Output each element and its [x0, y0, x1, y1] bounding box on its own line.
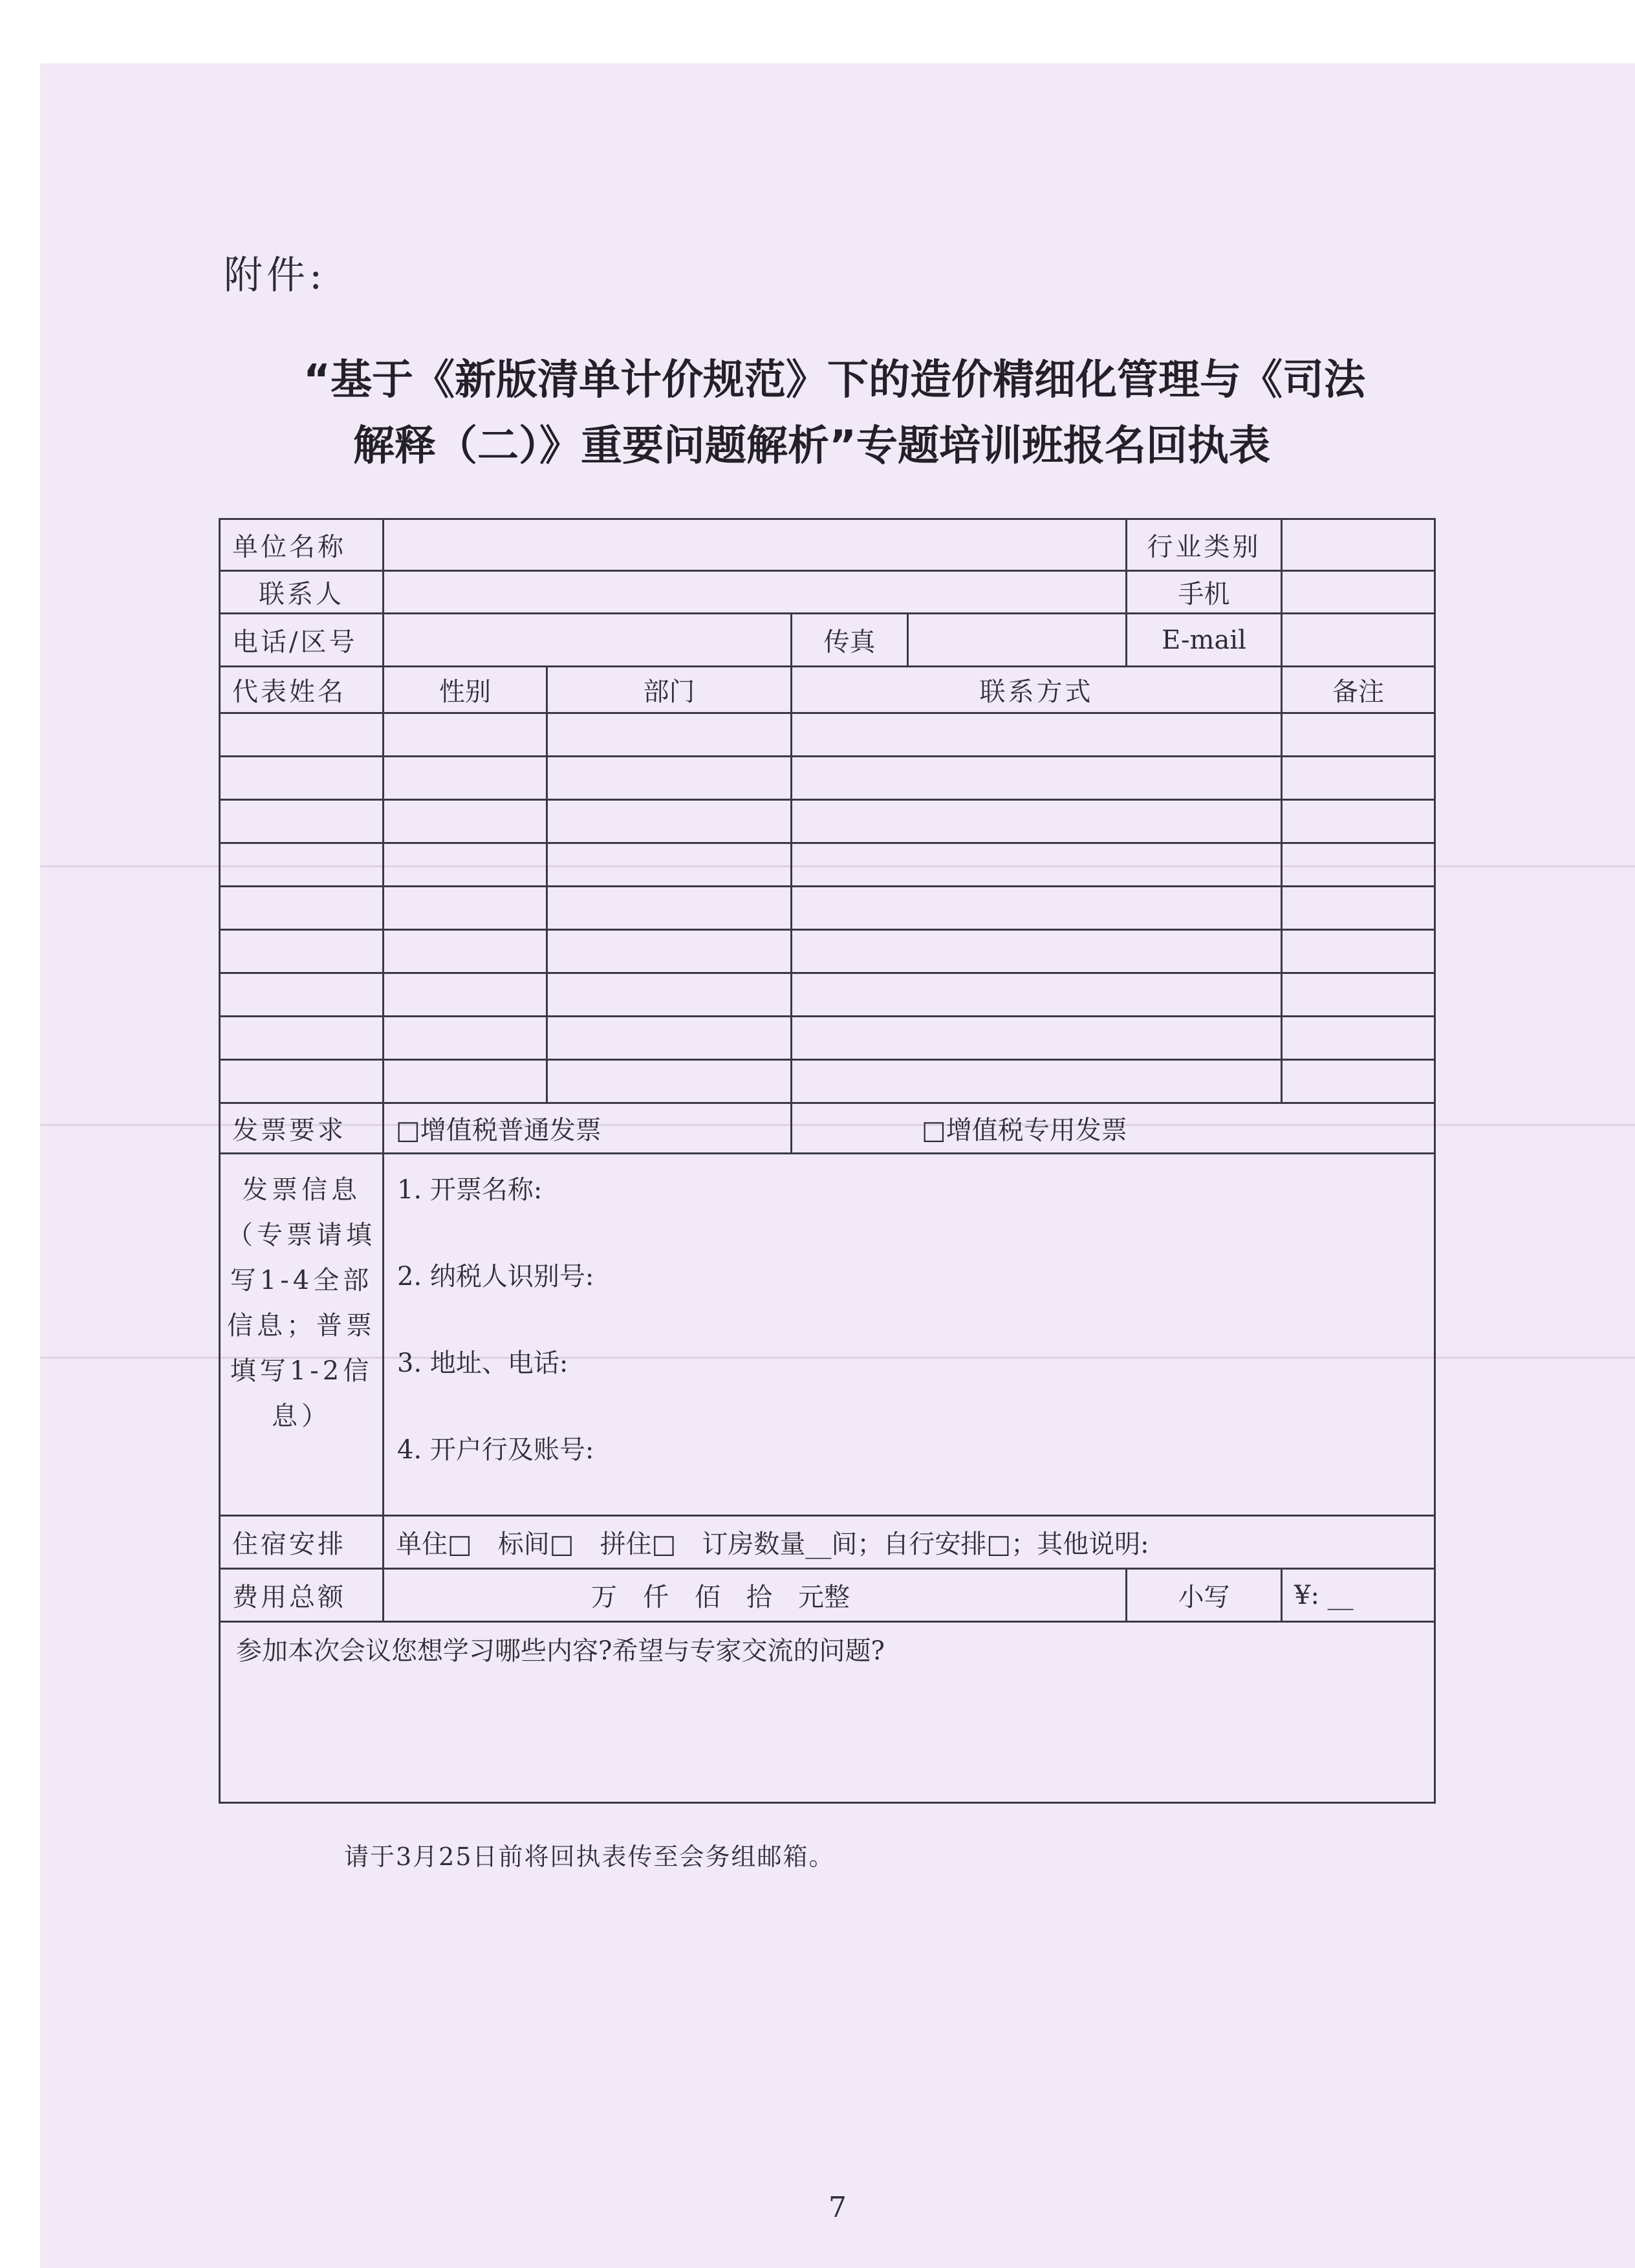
mobile-label: 手机: [1127, 571, 1282, 614]
phone-area-label: 电话/区号: [220, 614, 384, 667]
name-cell[interactable]: [220, 800, 384, 843]
gender-cell[interactable]: [384, 1017, 547, 1060]
table-row: [220, 843, 1435, 887]
contact-cell[interactable]: [792, 887, 1282, 930]
remarks-cell[interactable]: [1282, 973, 1435, 1017]
contact-cell[interactable]: [792, 1060, 1282, 1103]
gender-cell[interactable]: [384, 800, 547, 843]
department-cell[interactable]: [547, 757, 792, 800]
question-field[interactable]: 参加本次会议您想学习哪些内容?希望与专家交流的问题?: [220, 1622, 1435, 1803]
form-title-line-1: “基于《新版清单计价规范》下的造价精细化管理与《司法: [303, 356, 1366, 404]
gender-cell[interactable]: [384, 930, 547, 973]
lodging-label: 住宿安排: [220, 1516, 384, 1569]
gender-cell[interactable]: [384, 1060, 547, 1103]
submission-note: 请于3月25日前将回执表传至会务组邮箱。: [344, 1842, 835, 1871]
invoice-info-fields: [384, 1154, 1435, 1516]
table-row: [220, 800, 1435, 843]
remarks-cell[interactable]: [1282, 843, 1435, 887]
email-field[interactable]: [1282, 614, 1435, 667]
industry-field[interactable]: [1282, 519, 1435, 571]
mobile-field[interactable]: [1282, 571, 1435, 614]
contact-cell[interactable]: [792, 757, 1282, 800]
col-header-department: 部门: [547, 667, 792, 713]
name-cell[interactable]: [220, 887, 384, 930]
contact-cell[interactable]: [792, 800, 1282, 843]
fax-label: 传真: [792, 614, 908, 667]
lodging-options[interactable]: 单住□ 标间□ 拼住□ 订房数量__间；自行安排□；其他说明:: [384, 1516, 1435, 1569]
col-header-gender: 性别: [384, 667, 547, 713]
registration-form: [219, 518, 1436, 1804]
fee-total-label: 费用总额: [220, 1569, 384, 1622]
name-cell[interactable]: [220, 757, 384, 800]
contact-cell[interactable]: [792, 930, 1282, 973]
gender-cell[interactable]: [384, 843, 547, 887]
table-row: [220, 1017, 1435, 1060]
contact-person-label: 联系人: [220, 571, 384, 614]
col-header-name: 代表姓名: [220, 667, 384, 713]
bank-account-field[interactable]: 4. 开户行及账号:: [397, 1435, 594, 1465]
industry-label: 行业类别: [1127, 519, 1282, 571]
remarks-cell[interactable]: [1282, 1060, 1435, 1103]
remarks-cell[interactable]: [1282, 713, 1435, 757]
unit-name-field[interactable]: [384, 519, 1127, 571]
remarks-cell[interactable]: [1282, 1017, 1435, 1060]
address-phone-field[interactable]: 3. 地址、电话:: [397, 1348, 568, 1378]
fax-field[interactable]: [908, 614, 1127, 667]
fee-small-label: 小写: [1127, 1569, 1282, 1622]
remarks-cell[interactable]: [1282, 930, 1435, 973]
taxpayer-id-field[interactable]: 2. 纳税人识别号:: [397, 1262, 594, 1291]
name-cell[interactable]: [220, 1060, 384, 1103]
department-cell[interactable]: [547, 930, 792, 973]
contact-cell[interactable]: [792, 713, 1282, 757]
contact-cell[interactable]: [792, 843, 1282, 887]
department-cell[interactable]: [547, 843, 792, 887]
table-row: [220, 887, 1435, 930]
contact-person-field[interactable]: [384, 571, 1127, 614]
registration-table: [219, 518, 1436, 1804]
remarks-cell[interactable]: [1282, 800, 1435, 843]
table-row: [220, 757, 1435, 800]
contact-cell[interactable]: [792, 973, 1282, 1017]
col-header-contact: 联系方式: [792, 667, 1282, 713]
fee-small-value[interactable]: ¥: __: [1282, 1569, 1435, 1622]
gender-cell[interactable]: [384, 757, 547, 800]
attachment-label: 附件:: [224, 253, 327, 298]
department-cell[interactable]: [547, 887, 792, 930]
department-cell[interactable]: [547, 800, 792, 843]
table-row: [220, 1060, 1435, 1103]
invoice-special-option[interactable]: □增值税专用发票: [792, 1103, 1435, 1154]
form-title-line-2: 解释（二）》重要问题解析”专题培训班报名回执表: [352, 422, 1271, 470]
department-cell[interactable]: [547, 1017, 792, 1060]
name-cell[interactable]: [220, 973, 384, 1017]
name-cell[interactable]: [220, 713, 384, 757]
remarks-cell[interactable]: [1282, 757, 1435, 800]
department-cell[interactable]: [547, 1060, 792, 1103]
name-cell[interactable]: [220, 843, 384, 887]
table-row: [220, 713, 1435, 757]
gender-cell[interactable]: [384, 973, 547, 1017]
department-cell[interactable]: [547, 973, 792, 1017]
contact-cell[interactable]: [792, 1017, 1282, 1060]
fee-amount-words[interactable]: 万 仟 佰 拾 元整: [384, 1569, 1127, 1622]
page-number: 7: [828, 2191, 847, 2224]
invoice-name-field[interactable]: 1. 开票名称:: [397, 1175, 543, 1205]
col-header-remarks: 备注: [1282, 667, 1435, 713]
department-cell[interactable]: [547, 713, 792, 757]
gender-cell[interactable]: [384, 887, 547, 930]
invoice-info-label: 发票信息（专票请填写1-4全部信息；普票填写1-2信息）: [220, 1154, 384, 1516]
table-row: [220, 973, 1435, 1017]
remarks-cell[interactable]: [1282, 887, 1435, 930]
name-cell[interactable]: [220, 930, 384, 973]
invoice-requirement-label: 发票要求: [220, 1103, 384, 1154]
table-row: [220, 930, 1435, 973]
email-label: E-mail: [1127, 614, 1282, 667]
name-cell[interactable]: [220, 1017, 384, 1060]
invoice-normal-option[interactable]: □增值税普通发票: [384, 1103, 792, 1154]
unit-name-label: 单位名称: [220, 519, 384, 571]
gender-cell[interactable]: [384, 713, 547, 757]
scanned-page: [40, 63, 1635, 2268]
phone-area-field[interactable]: [384, 614, 792, 667]
